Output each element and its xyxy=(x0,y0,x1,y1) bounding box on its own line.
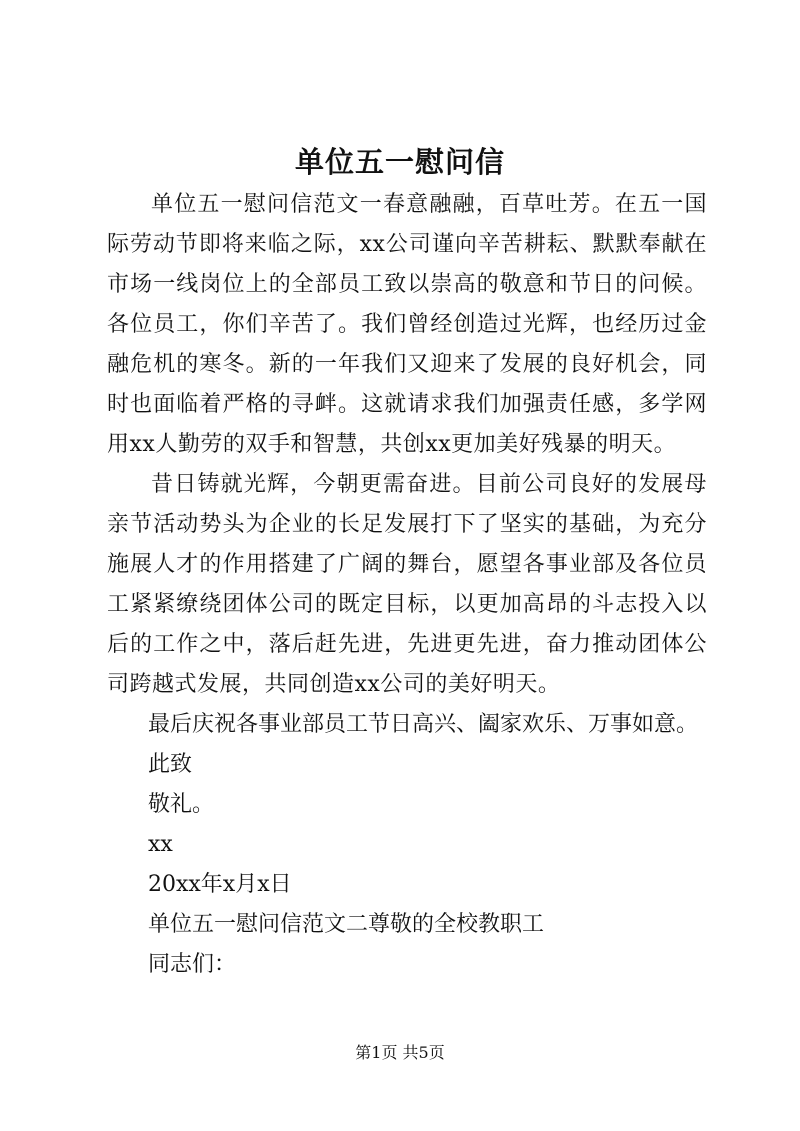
page-footer: 第1页 共5页 xyxy=(355,1043,445,1062)
salutation-jingli: 敬礼。 xyxy=(148,792,215,817)
paragraph-1: 单位五一慰问信范文一春意融融，百草吐芳。在五一国际劳动节即将来临之际，xx公司谨向辛苦耕耘、默默奉献在市场一线岗位上的全部员工致以崇高的敬意和节日的问候。各位员工，你们辛苦了。我们曾经创造过光辉，也经历过金融危机的寒冬。新的一年我们又迎来了发展的良好机会，同时也面临着严格的寻衅。这就请求我们加强责任感，多学网用xx人勤劳的双手和智慧，共创xx更加美好残暴的明天。 xyxy=(107,192,707,457)
signature: xx xyxy=(148,832,173,857)
document-title: 单位五一慰问信 xyxy=(294,145,505,179)
date-line: 20xx年x月x日 xyxy=(148,872,292,897)
greeting-line: 同志们： xyxy=(148,952,237,977)
salutation-cizhi: 此致 xyxy=(148,752,193,777)
closing-wishes: 最后庆祝各事业部员工节日高兴、阖家欢乐、万事如意。 xyxy=(148,712,699,737)
document-body xyxy=(107,185,707,985)
next-letter-heading: 单位五一慰问信范文二尊敬的全校教职工 xyxy=(148,912,545,937)
paragraph-2: 昔日铸就光辉，今朝更需奋进。目前公司良好的发展母亲节活动势头为企业的长足发展打下了坚实的基础，为充分施展人才的作用搭建了广阔的舞台，愿望各事业部及各位员工紧紧缭绕团体公司的既定目标，以更加高昂的斗志投入以后的工作之中，落后赶先进，先进更先进，奋力推动团体公司跨越式发展，共同创造xx公司的美好明天。 xyxy=(107,472,707,697)
